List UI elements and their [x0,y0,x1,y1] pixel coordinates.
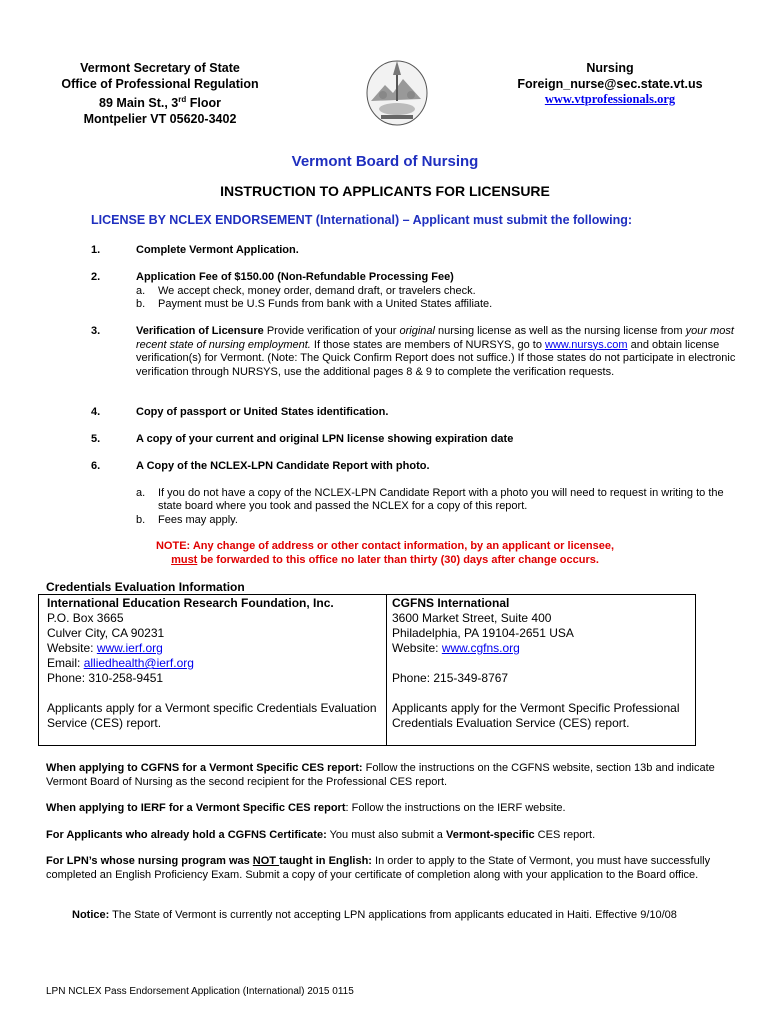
cgfns-website-link[interactable]: www.cgfns.org [441,641,520,655]
item-number: 1. [91,244,101,256]
item-number: 5. [91,433,101,445]
nursys-link[interactable]: www.nursys.com [545,338,628,351]
page-footer: LPN NCLEX Pass Endorsement Application (International) 2015 0115 [46,986,354,997]
ierf-name: International Education Research Foundation, Inc. [47,596,334,610]
ierf-website-link[interactable]: www.ierf.org [96,641,163,655]
item-number: 4. [91,406,101,418]
contact-title: Nursing [586,61,634,75]
sub-item: b. Payment must be U.S Funds from bank with a United States affiliate. [136,298,493,310]
address-line-3: 89 Main St., 3rd Floor [99,95,221,111]
cgfns-cell: CGFNS International 3600 Market Street, Suite 400 Philadelphia, PA 19104-2651 USA Website: www.cgfns.org Phone: 215-349-8767 Applicants apply for the Vermont Specific Professional Credentials Evaluation Service (CES) report. [392,596,687,731]
sub-item: a. If you do not have a copy of the NCLEX-LPN Candidate Report with a photo you will need to request in writing to the state board where you took and passed the NCLEX for a copy of this report. [136,486,724,512]
english-proficiency-note: For LPN’s whose nursing program was NOT taught in English: In order to apply to the State of Vermont, you must have successfully completed an English Proficiency Exam. Submit a copy of your certificate of completion along with your application to the Board office. [46,855,711,881]
credentials-heading: Credentials Evaluation Information [46,580,245,594]
office-address [40,61,280,127]
item-text: Application Fee of $150.00 (Non-Refundable Processing Fee) [136,271,454,283]
item-text: Verification of Licensure Provide verification of your original nursing license as well as the nursing license from your most recent state of nursing employment. If those states are members of NURSYS, go to www.nursys.com and obtain license verification(s) for Vermont. (Note: The Quick Confirm Report does not suffice.) If those states do not participate in electronic verification through NURSYS, use the additional pages 8 & 9 to complete the verification requests. [136,325,736,378]
item-number: 6. [91,460,101,472]
item-number: 3. [91,325,101,337]
ierf-email-link[interactable]: alliedhealth@ierf.org [83,656,194,670]
item-text: A Copy of the NCLEX-LPN Candidate Report with photo. [136,460,430,472]
address-line-1: Vermont Secretary of State [80,61,240,75]
board-contact [495,61,725,108]
board-title: Vermont Board of Nursing [291,153,479,170]
ierf-instructions: When applying to IERF for a Vermont Specific CES report: Follow the instructions on the IERF website. [46,802,566,814]
contact-website-link[interactable]: www.vtprofessionals.org [544,92,676,106]
haiti-notice: Notice: The State of Vermont is currently not accepting LPN applications from applicants educated in Haiti. Effective 9/10/08 [72,909,677,921]
vermont-seal-icon [363,55,431,127]
ierf-cell: International Education Research Foundation, Inc. P.O. Box 3665 Culver City, CA 90231 Website: www.ierf.org Email: alliedhealth@ierf.org Phone: 310-258-9451 Applicants apply for a Vermont specific Credentials Evaluation Service (CES) report. [47,596,377,730]
cgfns-certificate-note: For Applicants who already hold a CGFNS Certificate: You must also submit a Vermont-specific CES report. [46,829,596,841]
item-text: A copy of your current and original LPN license showing expiration date [136,433,514,445]
cgfns-name: CGFNS International [392,596,510,610]
credentials-table [38,594,696,746]
item-text: Copy of passport or United States identification. [136,406,389,418]
sub-item: a. We accept check, money order, demand draft, or travelers check. [136,284,476,297]
cgfns-instructions: When applying to CGFNS for a Vermont Specific CES report: Follow the instructions on the CGFNS website, section 13b and indicate Vermont Board of Nursing as the second recipient for the Professional CES report. [46,762,715,788]
contact-email[interactable]: Foreign_nurse@sec.state.vt.us [517,76,703,91]
page-title: INSTRUCTION TO APPLICANTS FOR LICENSURE [220,183,550,199]
sub-item: b. Fees may apply. [136,513,238,526]
address-line-2: Office of Professional Regulation [61,76,259,91]
address-change-note: NOTE: Any change of address or other contact information, by an applicant or licensee, must be forwarded to this office no later than thirty (30) days after change occurs. [155,540,614,566]
item-text: Complete Vermont Application. [136,244,299,256]
address-line-4: Montpelier VT 05620-3402 [83,111,237,126]
section-subtitle: LICENSE BY NCLEX ENDORSEMENT (International) – Applicant must submit the following: [91,213,632,227]
item-number: 2. [91,271,101,283]
